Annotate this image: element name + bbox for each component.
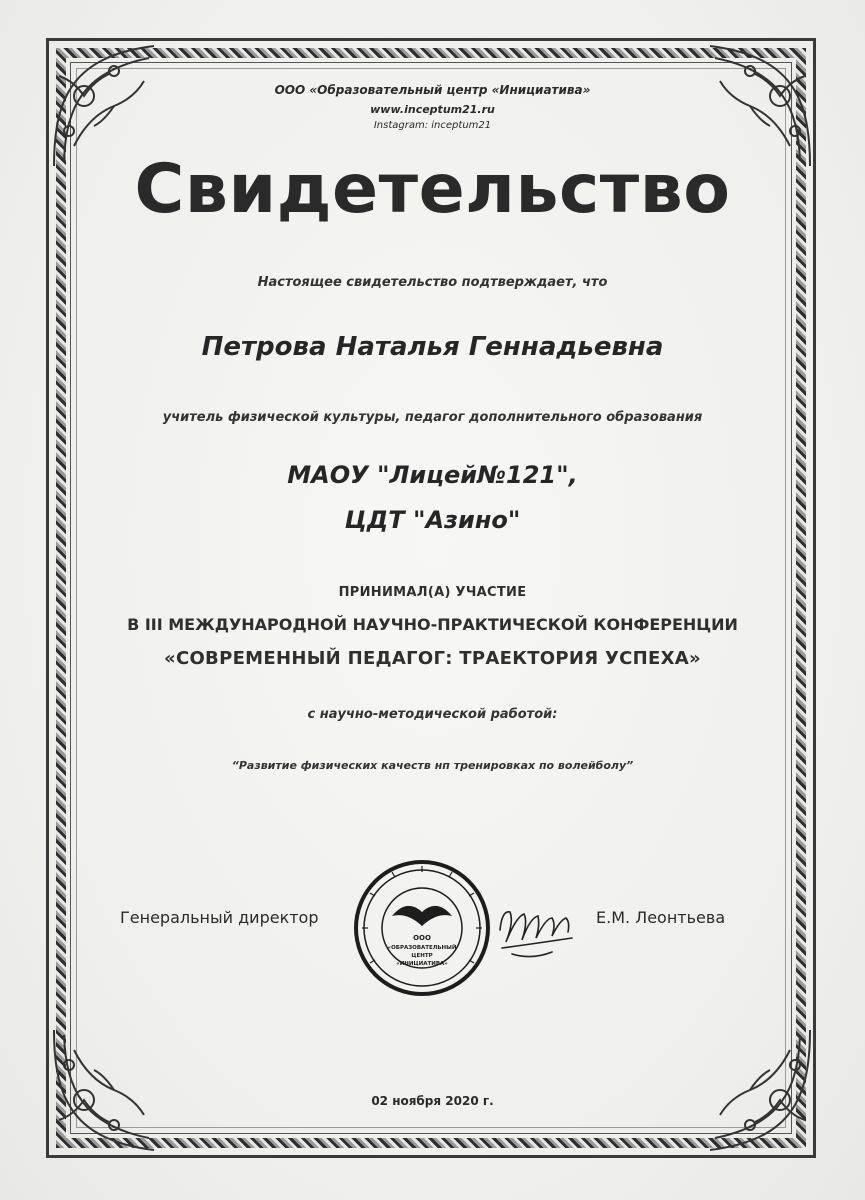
participation-line: ПРИНИМАЛ(А) УЧАСТИЕ: [338, 585, 527, 600]
certificate-title: Свидетельство: [134, 150, 731, 229]
conference-line: В III МЕЖДУНАРОДНОЙ НАУЧНО-ПРАКТИЧЕСКОЙ КОНФЕРЕНЦИИ: [127, 615, 738, 634]
issuer-instagram: Instagram: inceptum21: [373, 120, 492, 131]
issuer-name: ООО «Образовательный центр «Инициатива»: [274, 83, 591, 97]
work-topic: “Развитие физических качеств нп тренировках по волейболу”: [231, 759, 634, 772]
issuer-website: www.inceptum21.ru: [370, 103, 495, 116]
signature-icon: [492, 890, 592, 970]
svg-text:ООО: ООО: [413, 934, 431, 942]
signatory-name: Е.М. Леонтьева: [596, 908, 726, 927]
recipient-organization-1: МАОУ "Лицей№121",: [287, 461, 578, 489]
seal-stamp-icon: [352, 858, 492, 998]
svg-text:ЦЕНТР: ЦЕНТР: [411, 953, 433, 959]
signatory-title: Генеральный директор: [120, 908, 319, 927]
svg-text:«ОБРАЗОВАТЕЛЬНЫЙ: «ОБРАЗОВАТЕЛЬНЫЙ: [387, 945, 457, 951]
work-label: с научно-методической работой:: [307, 707, 558, 722]
corner-ornament-icon: [700, 1020, 820, 1160]
confirm-text: Настоящее свидетельство подтверждает, что: [257, 275, 608, 290]
recipient-organization-2: ЦДТ "Азино": [344, 506, 521, 534]
corner-ornament-icon: [44, 1020, 164, 1160]
recipient-name: Петрова Наталья Геннадьевна: [201, 332, 664, 362]
issue-date: 02 ноября 2020 г.: [371, 1094, 494, 1108]
conference-title: «СОВРЕМЕННЫЙ ПЕДАГОГ: ТРАЕКТОРИЯ УСПЕХА»: [164, 648, 701, 669]
svg-text:«ИНИЦИАТИВА»: «ИНИЦИАТИВА»: [396, 961, 448, 967]
recipient-position: учитель физической культуры, педагог дополнительного образования: [162, 410, 703, 425]
